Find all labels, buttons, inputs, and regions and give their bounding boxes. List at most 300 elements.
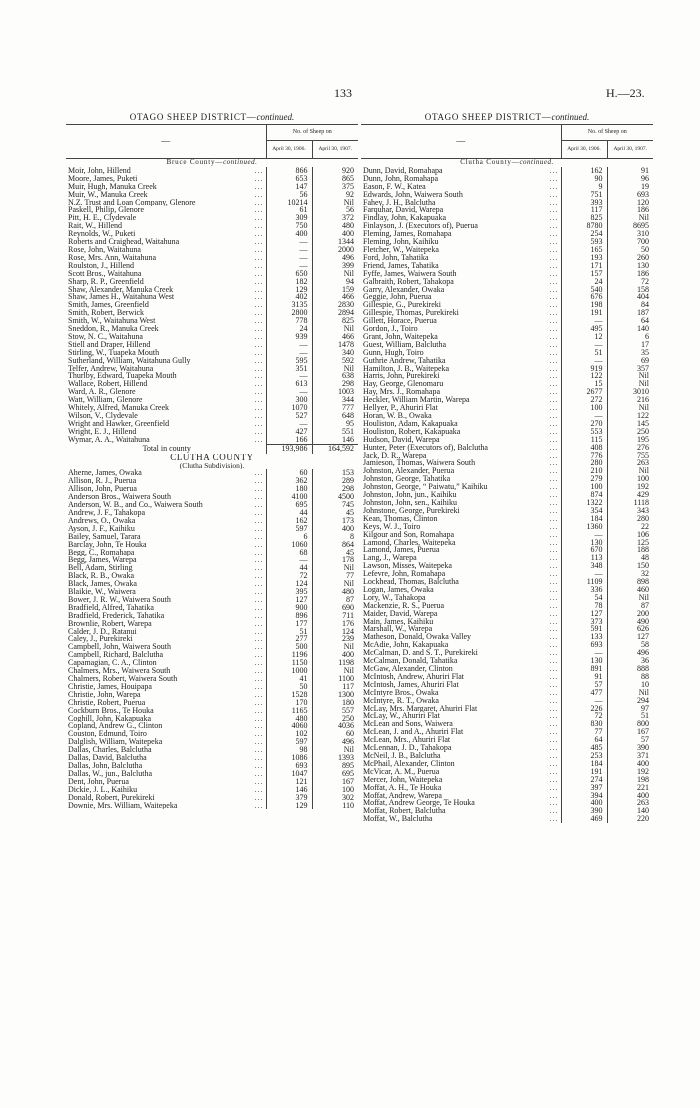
- sheep-1907: 340: [312, 349, 358, 357]
- sheep-1907: Nil: [312, 199, 358, 207]
- owner-name: Moffat, A. H., Te Houka ...: [361, 784, 561, 792]
- sheep-1907: 1300: [312, 691, 358, 699]
- district-title: OTAGO SHEEP DISTRICT: [424, 112, 542, 122]
- sheep-1907: 1393: [312, 754, 358, 762]
- table-row: [361, 594, 653, 602]
- sheep-1906: 162: [561, 167, 607, 175]
- owner-name: Sharp, R. P., Greenfield ...: [66, 278, 266, 286]
- table-row: [66, 612, 358, 620]
- sheep-1906: 56: [266, 191, 312, 199]
- owner-name: Stiell and Draper, Hillend ...: [66, 341, 266, 349]
- table-row: [66, 762, 358, 770]
- owner-name: Smith, James, Greenfield ...: [66, 301, 266, 309]
- owner-name: Moffat, W., Balclutha ...: [361, 815, 561, 823]
- sheep-1906: 2800: [266, 309, 312, 317]
- sheep-1906: 60: [266, 469, 312, 477]
- owner-name: Geggie, John, Puerua ...: [361, 293, 561, 301]
- sheep-1906: 778: [266, 317, 312, 325]
- table-row: [361, 641, 653, 649]
- sheep-1907: 400: [312, 525, 358, 533]
- owner-name: Lang, J., Warepa ...: [361, 554, 561, 562]
- sheep-1907: 159: [312, 286, 358, 294]
- sheep-1907: 8: [312, 533, 358, 541]
- sheep-1907: 100: [312, 786, 358, 794]
- total-1906: 193,986: [266, 444, 312, 454]
- sheep-1906: 480: [266, 715, 312, 723]
- owner-name: Black, R. B., Owaka ...: [66, 572, 266, 580]
- sheep-1907: 35: [607, 349, 653, 357]
- owner-name: Eason, F. W., Katea ...: [361, 183, 561, 191]
- owner-name: Lefevre, John, Romahapa ...: [361, 570, 561, 578]
- owner-name: Andrew, J. F., Tahakopa ...: [66, 509, 266, 517]
- sheep-1906: 91: [561, 673, 607, 681]
- table-row: [361, 191, 653, 199]
- sheep-1906: 253: [561, 752, 607, 760]
- sheep-1906: 309: [266, 214, 312, 222]
- table-row: [361, 436, 653, 444]
- left-column-title: OTAGO SHEEP DISTRICT—continued.: [129, 112, 295, 122]
- owner-name: Anderson Bros., Waiwera South ...: [66, 493, 266, 501]
- owner-name: Rose, John, Waitahuna ...: [66, 246, 266, 254]
- owner-name: Smith, W., Waitahuna West ...: [66, 317, 266, 325]
- sheep-1906: 170: [266, 699, 312, 707]
- sheep-1906: —: [266, 388, 312, 396]
- owner-name: Muir, W., Manuka Creek ...: [66, 191, 266, 199]
- sheep-1907: 127: [607, 633, 653, 641]
- sheep-1907: 188: [607, 546, 653, 554]
- sheep-1907: 344: [312, 396, 358, 404]
- owner-name: McCalman, Donald, Tahatika ...: [361, 657, 561, 665]
- table-row: [361, 475, 653, 483]
- owner-name: Dallas, John, Balclutha ...: [66, 762, 266, 770]
- table-row: [66, 191, 358, 199]
- owner-name: Wilson, V., Clydevale ...: [66, 412, 266, 420]
- table-row: [66, 246, 358, 254]
- table-row: [66, 428, 358, 436]
- sheep-1907: 36: [607, 657, 653, 665]
- table-row: [361, 491, 653, 499]
- owner-name: Ayson, J. F., Kaihiku ...: [66, 525, 266, 533]
- table-row: [66, 301, 358, 309]
- table-row: [66, 541, 358, 549]
- sheep-1906: 272: [561, 396, 607, 404]
- table-row: [361, 776, 653, 784]
- table-row: [361, 428, 653, 436]
- sheep-1907: 263: [607, 459, 653, 467]
- owner-name: Fahey, J. H., Balclutha ...: [361, 199, 561, 207]
- sheep-1906: 9: [561, 183, 607, 191]
- owner-name: Bower, J. R. W., Waiwera South ...: [66, 596, 266, 604]
- owner-name: Findlay, John, Kakapuaka ...: [361, 214, 561, 222]
- owner-name: McLennan, J. D., Tahakopa ...: [361, 744, 561, 752]
- sheep-1907: 404: [607, 293, 653, 301]
- sheep-1906: 1086: [266, 754, 312, 762]
- table-row: [66, 286, 358, 294]
- sheep-1907: 77: [312, 572, 358, 580]
- owner-name: Dallas, David, Balclutha ...: [66, 754, 266, 762]
- table-row: [361, 293, 653, 301]
- county-name: Clutha County: [460, 158, 512, 166]
- table-row: [66, 222, 358, 230]
- owner-name: Bailey, Samuel, Tarara ...: [66, 533, 266, 541]
- sheep-1907: 460: [607, 586, 653, 594]
- owner-name: Shaw, James H., Waitahuna West ...: [66, 293, 266, 301]
- owner-name: Barclay, John, Te Houka ...: [66, 541, 266, 549]
- sheep-1906: 122: [561, 372, 607, 380]
- sheep-1906: 695: [266, 501, 312, 509]
- title-suffix: continued.: [256, 112, 295, 122]
- sheep-1906: 362: [266, 477, 312, 485]
- sheep-1907: 260: [607, 254, 653, 262]
- owner-name: McIntosh, James, Ahuriri Flat ...: [361, 681, 561, 689]
- owner-name: Anderson, W. B., and Co., Waiwera South ...: [66, 501, 266, 509]
- sheep-1906: 180: [266, 485, 312, 493]
- owner-name: Scott Bros., Waitahuna ...: [66, 270, 266, 278]
- sheep-1906: 177: [266, 620, 312, 628]
- table-row: [361, 728, 653, 736]
- owner-name: Rait, W., Hillend ...: [66, 222, 266, 230]
- owner-name: Calder, J. D., Ratanui ...: [66, 628, 266, 636]
- sheep-1906: 127: [561, 610, 607, 618]
- owner-name: Smith, Robert, Berwick ...: [66, 309, 266, 317]
- owner-name: Houliston, Adam, Kakapuaka ...: [361, 420, 561, 428]
- table-row: [66, 278, 358, 286]
- table-row: [361, 175, 653, 183]
- owner-name: Bell, Adam, Stirling ...: [66, 564, 266, 572]
- sheep-1906: 24: [561, 278, 607, 286]
- title-suffix: continued.: [551, 112, 590, 122]
- sheep-1906: 147: [266, 183, 312, 191]
- sheep-1907: 198: [607, 776, 653, 784]
- table-row: [66, 643, 358, 651]
- sheep-1906: 90: [561, 175, 607, 183]
- sheep-1907: 87: [607, 602, 653, 610]
- sheep-1906: 693: [561, 641, 607, 649]
- sheep-count-group-header: No. of Sheep on: [266, 125, 358, 141]
- sheep-1907: 298: [312, 485, 358, 493]
- sheep-1907: 865: [312, 175, 358, 183]
- owner-name: Finlayson, J. (Executors of), Puerua ...: [361, 222, 561, 230]
- sheep-1907: 825: [312, 317, 358, 325]
- sheep-1906: 750: [266, 222, 312, 230]
- sheep-1906: 593: [561, 238, 607, 246]
- sheep-1906: 400: [266, 230, 312, 238]
- table-row: [66, 404, 358, 412]
- sheep-1907: 357: [607, 365, 653, 373]
- owner-name: Ford, John, Tahatika ...: [361, 254, 561, 262]
- sheep-1906: 129: [266, 802, 312, 810]
- sheep-1906: 274: [561, 776, 607, 784]
- owner-name: Farquhar, David, Warepa ...: [361, 206, 561, 214]
- table-row: [361, 286, 653, 294]
- table-row: [66, 469, 358, 477]
- owner-name: Friend, James, Tahatika ...: [361, 262, 561, 270]
- owner-name: Downie, Mrs. William, Waitepeka ...: [66, 802, 266, 810]
- table-row: [361, 618, 653, 626]
- sheep-1906: 191: [561, 768, 607, 776]
- owner-name: Telfer, Andrew, Waitahuna ...: [66, 365, 266, 373]
- sheep-1907: 19: [607, 183, 653, 191]
- owner-name: Blaikie, W., Waiwera ...: [66, 588, 266, 596]
- owner-name: Dickie, J. L., Kaihiku ...: [66, 786, 266, 794]
- sheep-1906: 379: [266, 794, 312, 802]
- sheep-1907: Nil: [312, 365, 358, 373]
- table-row: [361, 665, 653, 673]
- sheep-1906: 1360: [561, 523, 607, 531]
- sheep-1907: 178: [312, 556, 358, 564]
- owner-name: Johnston, Alexander, Puerua ...: [361, 467, 561, 475]
- sheep-1907: 45: [312, 509, 358, 517]
- year-1907-header: April 30, 1907.: [607, 141, 653, 159]
- owner-name: Main, James, Kaihiku ...: [361, 618, 561, 626]
- owner-name: Lockhead, Thomas, Balclutha ...: [361, 578, 561, 586]
- sheep-1906: 676: [561, 293, 607, 301]
- table-row: [66, 254, 358, 262]
- sheep-1907: 648: [312, 412, 358, 420]
- table-row: [66, 485, 358, 493]
- sheep-1906: 171: [561, 262, 607, 270]
- sheep-1907: 167: [607, 728, 653, 736]
- table-row: [361, 199, 653, 207]
- table-row: [66, 635, 358, 643]
- owner-name: Stow, N. C., Waitahuna ...: [66, 333, 266, 341]
- left-column: [66, 110, 358, 809]
- table-row: [361, 681, 653, 689]
- sheep-1907: 864: [312, 541, 358, 549]
- sheep-1906: 77: [561, 728, 607, 736]
- owner-name: Logan, James, Owaka ...: [361, 586, 561, 594]
- sheep-1907: 343: [607, 507, 653, 515]
- table-row: [361, 515, 653, 523]
- sheep-1906: 182: [266, 278, 312, 286]
- owner-name: Grant, John, Waitepeka ...: [361, 333, 561, 341]
- owner-name: Dunn, David, Romahapa ...: [361, 167, 561, 175]
- owner-name: Lamond, James, Puerua ...: [361, 546, 561, 554]
- sheep-1906: 351: [266, 365, 312, 373]
- sheep-1906: 500: [266, 643, 312, 651]
- table-row: [361, 697, 653, 705]
- owner-name: Wright and Hawker, Greenfield ...: [66, 420, 266, 428]
- sheep-1907: 263: [607, 799, 653, 807]
- owner-name: Reynolds, W., Puketi ...: [66, 230, 266, 238]
- sheep-1907: 125: [607, 539, 653, 547]
- year-1906-header: April 30, 1906.: [266, 141, 312, 159]
- table-row: [66, 786, 358, 794]
- sheep-1906: 653: [266, 175, 312, 183]
- sheep-1907: 490: [607, 618, 653, 626]
- sheep-1907: 400: [312, 651, 358, 659]
- sheep-1906: 191: [561, 309, 607, 317]
- owner-name: Mercer, John, Waitepeka ...: [361, 776, 561, 784]
- owner-name: McLean, J. and A., Ahuriri Flat ...: [361, 728, 561, 736]
- sheep-1907: 551: [312, 428, 358, 436]
- owner-name: Jamieson, Thomas, Waiwera South ...: [361, 459, 561, 467]
- owner-name: McIntyre Bros., Owaka ...: [361, 689, 561, 697]
- sheep-1907: 106: [607, 531, 653, 539]
- table-row: [66, 365, 358, 373]
- sheep-1907: 298: [312, 380, 358, 388]
- sheep-1907: 4500: [312, 493, 358, 501]
- sheep-1906: 100: [561, 404, 607, 412]
- sheep-1907: 130: [607, 262, 653, 270]
- sheep-count-group-header: No. of Sheep on: [561, 125, 653, 141]
- owner-name: Chalmers, Mrs., Waiwera South ...: [66, 667, 266, 675]
- owner-name: Andrews, O., Owaka ...: [66, 517, 266, 525]
- table-row: [361, 444, 653, 452]
- sheep-1906: 395: [266, 588, 312, 596]
- county-name: Bruce County: [166, 158, 216, 166]
- table-row: [66, 493, 358, 501]
- table-row: [361, 317, 653, 325]
- table-row: [66, 549, 358, 557]
- owner-name: Moffat, Andrew, Warepa ...: [361, 792, 561, 800]
- table-row: [361, 467, 653, 475]
- sheep-1906: 226: [561, 705, 607, 713]
- sheep-1906: 540: [561, 286, 607, 294]
- sheep-1907: 97: [607, 705, 653, 713]
- owner-name: Fletcher, W., Waitepeka ...: [361, 246, 561, 254]
- owner-name: Wymar, A. A., Waitahuna ...: [66, 436, 266, 444]
- sheep-1907: 110: [312, 802, 358, 810]
- sheep-1907: 1100: [312, 675, 358, 683]
- sheep-1906: 1060: [266, 541, 312, 549]
- table-row: [361, 452, 653, 460]
- sheep-1907: 153: [312, 469, 358, 477]
- table-row: [361, 689, 653, 697]
- owner-name: Bradfield, Frederick, Tahatika ...: [66, 612, 266, 620]
- table-row: [66, 730, 358, 738]
- sheep-1907: 711: [312, 612, 358, 620]
- sheep-1907: 480: [312, 222, 358, 230]
- owner-name: Capamagian, C. A., Clinton ...: [66, 659, 266, 667]
- table-row: [66, 722, 358, 730]
- owner-name: Hay, Mrs. J., Romahapa ...: [361, 388, 561, 396]
- table-row: [66, 477, 358, 485]
- sheep-1906: 8780: [561, 222, 607, 230]
- owner-name: Campbell, John, Waiwera South ...: [66, 643, 266, 651]
- table-row: [361, 412, 653, 420]
- sheep-1906: 595: [266, 357, 312, 365]
- sheep-1906: 408: [561, 444, 607, 452]
- sheep-1907: 96: [607, 175, 653, 183]
- table-row: [361, 799, 653, 807]
- sheep-1906: 427: [266, 428, 312, 436]
- owner-name: Jack, D. R., Warepa ...: [361, 452, 561, 460]
- sheep-1906: 3135: [266, 301, 312, 309]
- table-row: [66, 738, 358, 746]
- table-row: [361, 768, 653, 776]
- sheep-1907: 2000: [312, 246, 358, 254]
- sheep-1906: 613: [266, 380, 312, 388]
- table-row: [361, 357, 653, 365]
- sheep-1907: 10: [607, 681, 653, 689]
- sheep-1907: 117: [312, 683, 358, 691]
- owner-name: Houliston, Robert, Kakapuaka ...: [361, 428, 561, 436]
- sheep-1907: 173: [312, 517, 358, 525]
- owner-name: Caley, J., Purekireki ...: [66, 635, 266, 643]
- sheep-1907: 626: [607, 625, 653, 633]
- table-row: [361, 546, 653, 554]
- sheep-1906: 12: [561, 333, 607, 341]
- owner-name: Donald, Robert, Purekireki ...: [66, 794, 266, 802]
- owner-name: Christie, Robert, Puerua ...: [66, 699, 266, 707]
- table-row: [361, 752, 653, 760]
- table-row: [66, 556, 358, 564]
- sheep-1906: 1322: [561, 499, 607, 507]
- table-row: [361, 404, 653, 412]
- clutha-subdivision: (Clutha Subdivision).: [179, 461, 245, 470]
- sheep-1906: —: [561, 412, 607, 420]
- table-row: [66, 588, 358, 596]
- sheep-1906: 51: [266, 628, 312, 636]
- sheep-1906: 2677: [561, 388, 607, 396]
- owner-name: Begg, James, Warepa ...: [66, 556, 266, 564]
- sheep-1906: 1047: [266, 770, 312, 778]
- table-row: [66, 778, 358, 786]
- table-row: [361, 206, 653, 214]
- sheep-1906: 830: [561, 720, 607, 728]
- sheep-1906: 597: [266, 738, 312, 746]
- sheep-1906: 277: [266, 635, 312, 643]
- sheep-1906: 10214: [266, 199, 312, 207]
- page-number: 133: [334, 86, 352, 100]
- owner-name: Wallace, Robert, Hillend ...: [66, 380, 266, 388]
- table-row: [66, 396, 358, 404]
- sheep-1907: 91: [607, 167, 653, 175]
- sheep-1906: 354: [561, 507, 607, 515]
- owner-name: Guthrie Andrew, Tahatika ...: [361, 357, 561, 365]
- table-row: [361, 586, 653, 594]
- sheep-1907: 429: [607, 491, 653, 499]
- table-row: [66, 715, 358, 723]
- sheep-1906: 133: [561, 633, 607, 641]
- sheep-1907: 158: [607, 286, 653, 294]
- table-row: [361, 760, 653, 768]
- sheep-1907: 399: [312, 262, 358, 270]
- sheep-1906: —: [266, 262, 312, 270]
- sheep-1907: 1003: [312, 388, 358, 396]
- sheep-1906: 130: [561, 657, 607, 665]
- sheep-1906: —: [561, 341, 607, 349]
- year-1907-header: April 30, 1907.: [312, 141, 358, 159]
- owner-name: Rose, Mrs. Ann, Waitahuna ...: [66, 254, 266, 262]
- table-row: [66, 572, 358, 580]
- table-row: [361, 570, 653, 578]
- sheep-1907: 466: [312, 333, 358, 341]
- table-row: [361, 349, 653, 357]
- sheep-1907: 69: [607, 357, 653, 365]
- sheep-1906: 477: [561, 689, 607, 697]
- owner-name: McLean, Mrs., Ahuriri Flat ...: [361, 736, 561, 744]
- owner-name: Ward, A. R., Glenore ...: [66, 388, 266, 396]
- sheep-1907: 895: [312, 762, 358, 770]
- sheep-1907: Nil: [312, 667, 358, 675]
- sheep-1907: 280: [607, 515, 653, 523]
- sheep-1907: 496: [312, 738, 358, 746]
- table-row: [361, 459, 653, 467]
- table-row: [66, 651, 358, 659]
- owner-name: Dent, John, Puerua ...: [66, 778, 266, 786]
- sheep-1907: 400: [312, 230, 358, 238]
- sheep-1907: 390: [607, 744, 653, 752]
- owner-name: Keys, W. J., Toiro ...: [361, 523, 561, 531]
- sheep-1906: 402: [266, 293, 312, 301]
- sheep-1907: Nil: [312, 580, 358, 588]
- sheep-1906: 4060: [266, 722, 312, 730]
- table-row: [66, 533, 358, 541]
- sheep-1907: 920: [312, 167, 358, 175]
- sheep-1907: 496: [312, 254, 358, 262]
